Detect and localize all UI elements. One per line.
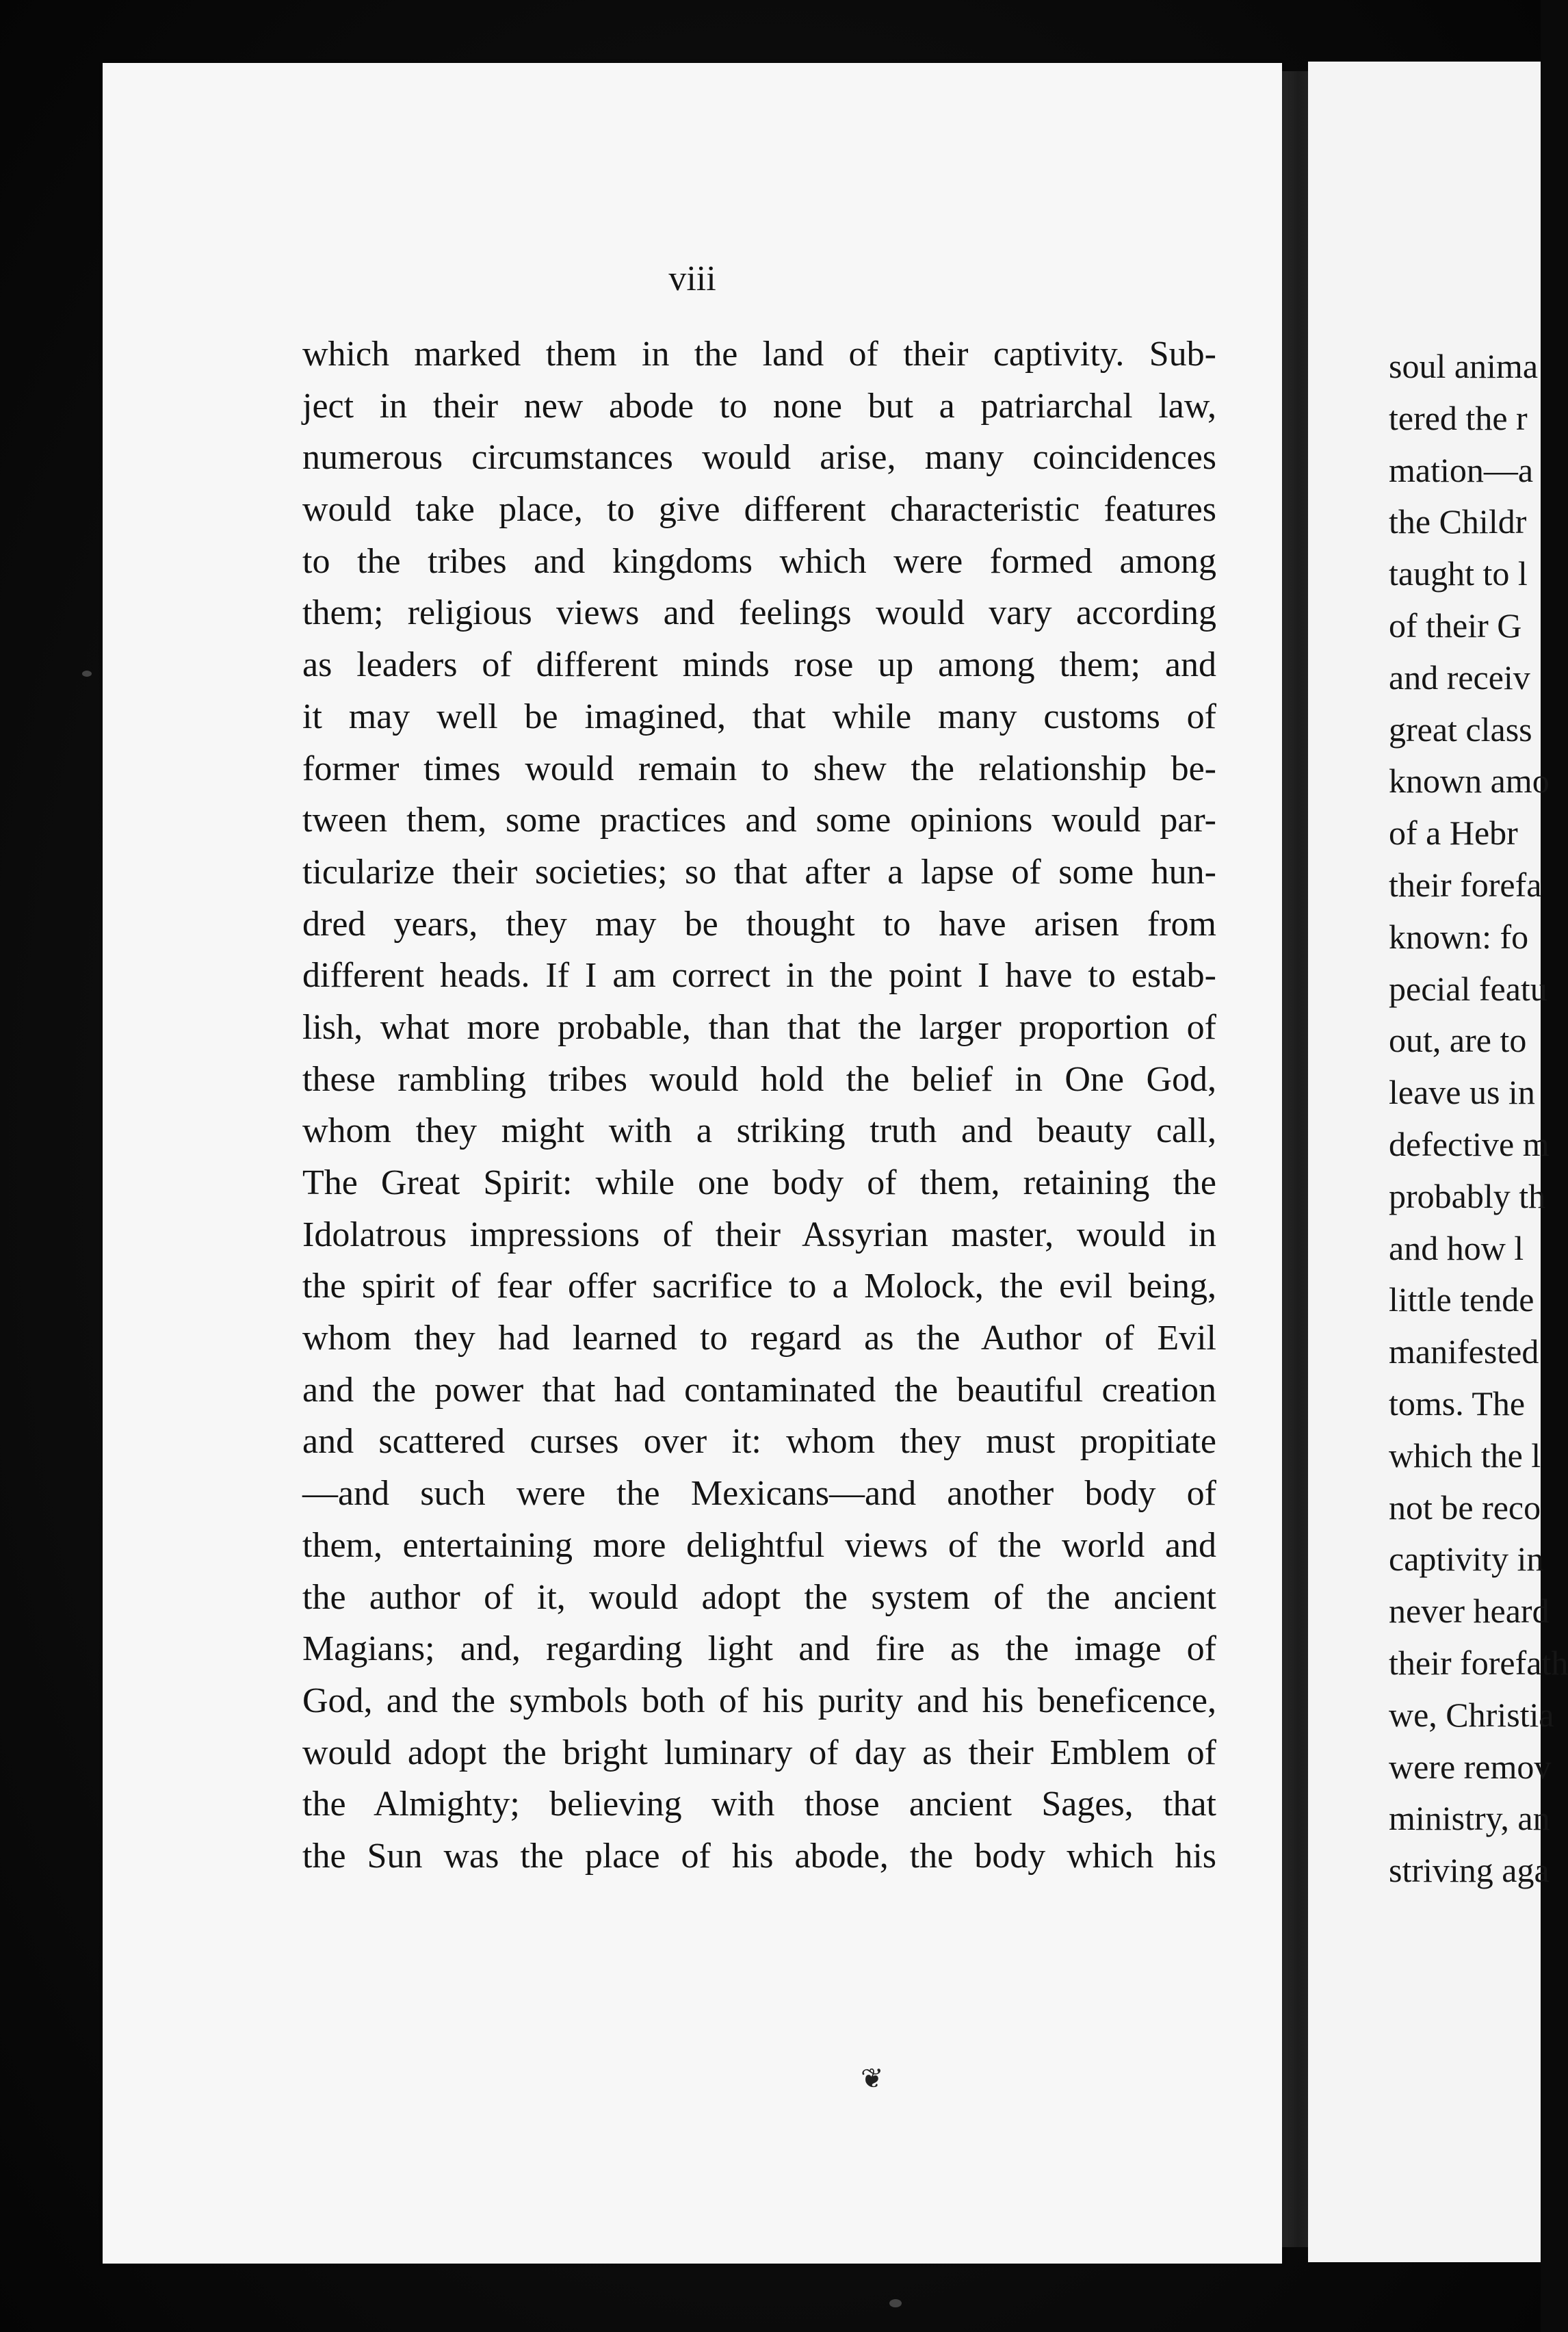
- ink-mark-ornament: ❦: [861, 2063, 884, 2094]
- text-line: these rambling tribes would hold the belief in One God,: [302, 1059, 1216, 1099]
- text-line: Idolatrous impressions of their Assyrian master, would in: [302, 1215, 1216, 1254]
- facing-page-line: leave us in: [1389, 1073, 1535, 1112]
- text-line: tween them, some practices and some opinions would par-: [302, 801, 1216, 840]
- text-line: and the power that had contaminated the beautiful creation: [302, 1370, 1216, 1410]
- facing-page-line: never heard: [1389, 1592, 1550, 1631]
- text-line: whom they had learned to regard as the Author of Evil: [302, 1319, 1216, 1358]
- text-line: former times would remain to shew the relationship be-: [302, 749, 1216, 788]
- text-line: The Great Spirit: while one body of them, retaining the: [302, 1163, 1216, 1202]
- text-line: different heads. If I am correct in the point I have to estab-: [302, 956, 1216, 996]
- text-line: whom they might with a striking truth and beauty call,: [302, 1111, 1216, 1151]
- text-line: as leaders of different minds rose up among them; and: [302, 645, 1216, 685]
- page-number: viii: [668, 259, 716, 298]
- body-text: [302, 328, 1216, 1882]
- facing-page-line: known amo: [1389, 762, 1550, 801]
- text-line: them, entertaining more delightful views of the world and: [302, 1525, 1216, 1565]
- facing-page-line: defective m: [1389, 1125, 1550, 1163]
- facing-page-line: not be reco: [1389, 1488, 1541, 1527]
- text-line: Magians; and, regarding light and fire as the image of: [302, 1629, 1216, 1669]
- text-line: dred years, they may be thought to have arisen from: [302, 904, 1216, 944]
- text-line: lish, what more probable, than that the larger proportion of: [302, 1007, 1216, 1047]
- facing-page-line: captivity in: [1389, 1540, 1544, 1579]
- text-line: the author of it, would adopt the system of the ancient: [302, 1577, 1216, 1617]
- facing-page-line: ministry, an: [1389, 1799, 1550, 1838]
- facing-page-line: were remov: [1389, 1747, 1552, 1786]
- facing-page-line: and how l: [1389, 1228, 1524, 1267]
- text-line: which marked them in the land of their captivity. Sub-: [302, 335, 1216, 374]
- text-line: the spirit of fear offer sacrifice to a Molock, the evil being,: [302, 1267, 1216, 1306]
- facing-page-line: probably th: [1389, 1176, 1546, 1215]
- text-line: would take place, to give different characteristic features: [302, 490, 1216, 530]
- facing-page-line: known: fo: [1389, 917, 1529, 956]
- facing-page-line: which the l: [1389, 1436, 1541, 1475]
- text-line: —and such were the Mexicans—and another body of: [302, 1474, 1216, 1514]
- text-line: ject in their new abode to none but a patriarchal law,: [302, 386, 1216, 426]
- text-line: ticularize their societies; so that after a lapse of some hun-: [302, 852, 1216, 892]
- dust-speck: [889, 2299, 902, 2307]
- facing-page-line: toms. The: [1389, 1384, 1526, 1423]
- facing-page-line: striving aga: [1389, 1851, 1550, 1890]
- book-page-left: [103, 63, 1282, 2264]
- text-line: the Almighty; believing with those ancient Sages, that: [302, 1785, 1216, 1824]
- text-line: and scattered curses over it: whom they must propitiate: [302, 1422, 1216, 1462]
- facing-page-line: tered the r: [1389, 398, 1528, 437]
- dust-speck: [82, 671, 92, 677]
- text-line: to the tribes and kingdoms which were formed among: [302, 541, 1216, 581]
- facing-page: [1308, 62, 1568, 2262]
- facing-page-line: great class: [1389, 710, 1532, 749]
- text-line: numerous circumstances would arise, many coincidences: [302, 438, 1216, 478]
- facing-page-line: soul anima: [1389, 347, 1539, 385]
- facing-page-line: their forefa: [1389, 866, 1542, 904]
- facing-page-line: and receiv: [1389, 658, 1530, 697]
- facing-page-line: mation—a: [1389, 450, 1534, 489]
- facing-page-line: out, are to: [1389, 1021, 1527, 1060]
- facing-page-line: of a Hebr: [1389, 814, 1518, 853]
- text-line: it may well be imagined, that while many customs of: [302, 697, 1216, 736]
- facing-page-line: their forefath: [1389, 1644, 1568, 1682]
- facing-page-line: we, Christia: [1389, 1695, 1554, 1734]
- facing-page-line: manifested: [1389, 1332, 1539, 1371]
- text-line: the Sun was the place of his abode, the body which his: [302, 1836, 1216, 1876]
- facing-page-line: of their G: [1389, 606, 1522, 645]
- text-line: God, and the symbols both of his purity and his beneficence,: [302, 1681, 1216, 1720]
- facing-page-line: little tende: [1389, 1280, 1534, 1319]
- facing-page-line: taught to l: [1389, 554, 1528, 593]
- facing-page-line: the Childr: [1389, 502, 1527, 541]
- facing-page-line: pecial featu: [1389, 969, 1547, 1008]
- text-line: them; religious views and feelings would vary according: [302, 593, 1216, 633]
- text-line: would adopt the bright luminary of day as their Emblem of: [302, 1733, 1216, 1772]
